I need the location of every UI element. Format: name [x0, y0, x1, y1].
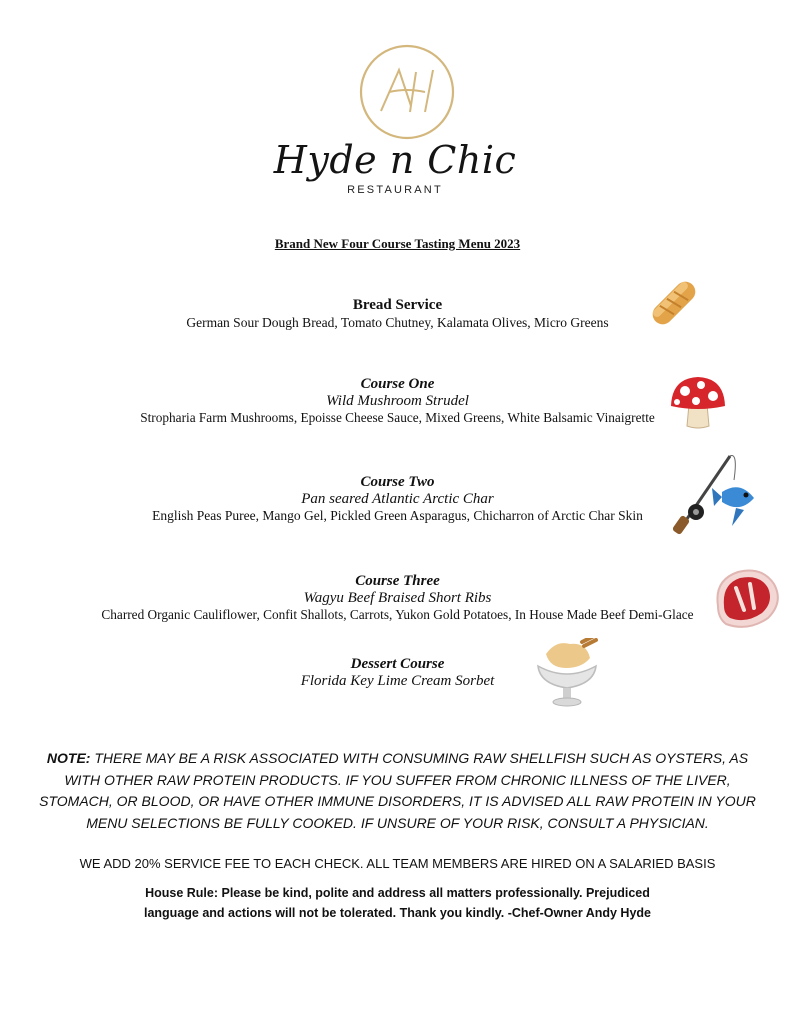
raw-food-notice [30, 748, 765, 834]
course-three-heading: Course Three [355, 573, 440, 589]
course-one-dish: Wild Mushroom Strudel [326, 393, 469, 409]
steak-icon [712, 566, 784, 632]
service-fee-notice: WE ADD 20% SERVICE FEE TO EACH CHECK. ALL TEAM MEMBERS ARE HIRED ON A SALARIED BASIS [79, 856, 716, 871]
course-one-description: Stropharia Farm Mushrooms, Epoisse Cheese Sauce, Mixed Greens, White Balsamic Vinaigrette [140, 410, 655, 425]
bread-heading: Bread Service [352, 297, 443, 313]
logo-monogram [359, 44, 455, 140]
course-three-description: Charred Organic Cauliflower, Confit Shallots, Carrots, Yukon Gold Potatoes, In House Made Beef Demi-Glace [101, 607, 694, 622]
mushroom-icon [668, 374, 728, 432]
course-three-section [0, 573, 795, 623]
course-two-description: English Peas Puree, Mango Gel, Pickled Green Asparagus, Chicharron of Arctic Char Skin [152, 508, 643, 523]
house-rule [110, 883, 685, 923]
dessert-heading: Dessert Course [350, 656, 445, 672]
fishing-icon [670, 450, 760, 540]
bread-icon [646, 276, 702, 330]
note-text: THERE MAY BE A RISK ASSOCIATED WITH CONSUMING RAW SHELLFISH SUCH AS OYSTERS, AS WITH OTHER RAW PROTEIN PRODUCTS. IF YOU SUFFER FROM CHRONIC ILLNESS OF THE LIVER, STOMACH, OR BLOOD, OR HAVE OTHER IMMUNE DISORDERS, IT IS ADVISED ALL RAW PROTEIN IN YOUR MENU SELECTIONS BE FULLY COOKED. IF UNSURE OF YOUR RISK, CONSULT A PHYSICIAN. [39, 750, 756, 831]
brand-subtitle: RESTAURANT [347, 184, 443, 196]
house-rule-line-2: language and actions will not be tolerated. Thank you kindly. -Chef-Owner Andy Hyde [143, 906, 651, 920]
course-three-dish: Wagyu Beef Braised Short Ribs [303, 590, 492, 606]
bread-description: German Sour Dough Bread, Tomato Chutney, Kalamata Olives, Micro Greens [186, 315, 609, 330]
dessert-section [0, 656, 795, 690]
house-rule-line-1: House Rule: Please be kind, polite and address all matters professionally. Prejudiced [145, 886, 650, 900]
course-one-heading: Course One [360, 376, 435, 392]
ice-cream-icon [534, 638, 600, 710]
dessert-dish: Florida Key Lime Cream Sorbet [300, 673, 495, 689]
note-label: NOTE: [46, 750, 91, 766]
brand-name: Hyde n Chic [273, 138, 517, 182]
course-two-heading: Course Two [360, 474, 435, 490]
course-two-dish: Pan seared Atlantic Arctic Char [301, 491, 494, 507]
menu-title: Brand New Four Course Tasting Menu 2023 [274, 236, 521, 251]
